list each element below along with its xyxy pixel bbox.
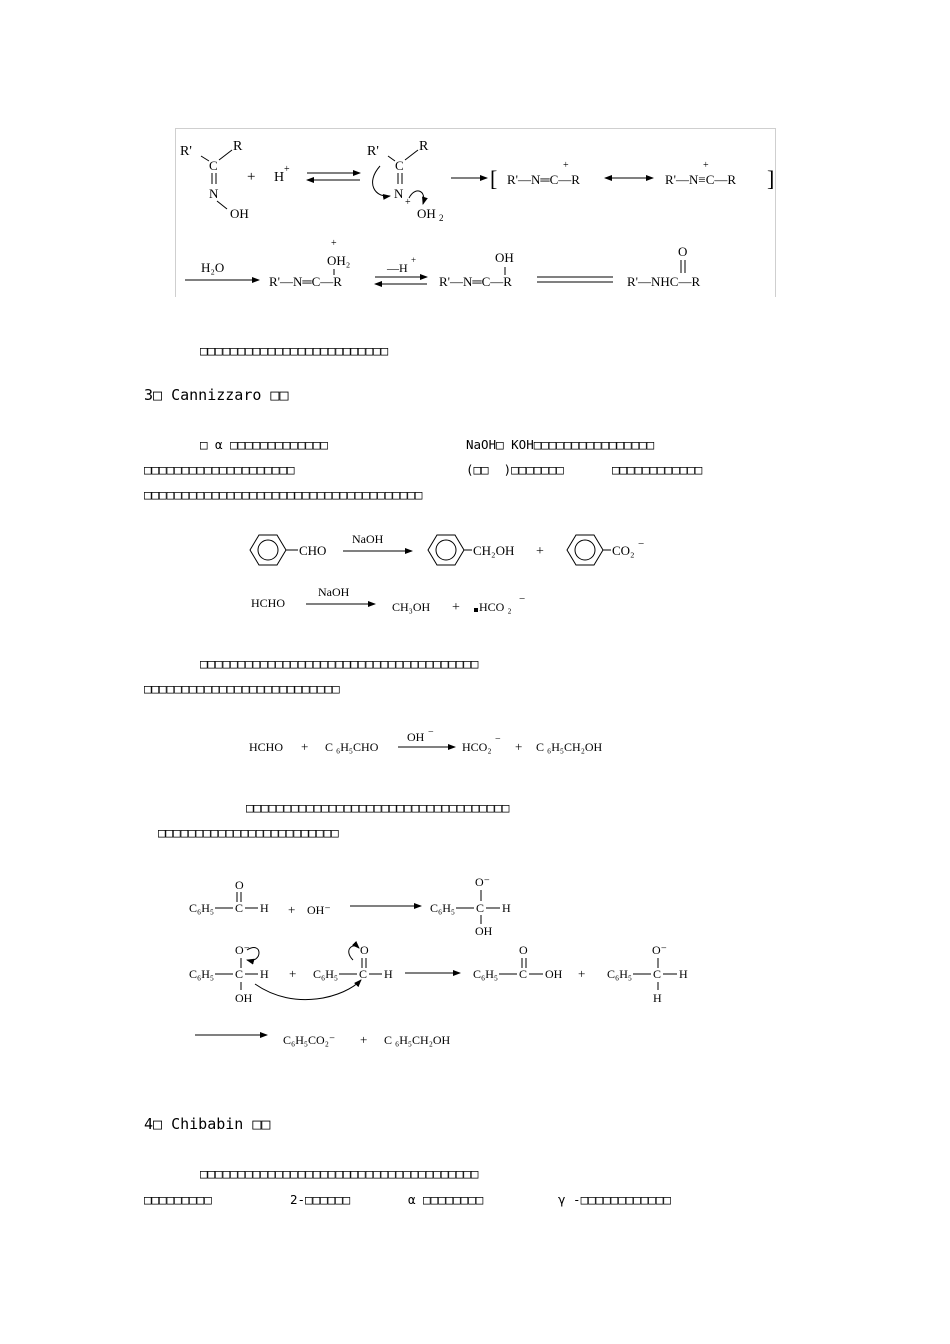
- p1-line3: □□□□□□□□□□□□□□□□□□□□□□□□□□□□□□□□□□□□□: [144, 487, 423, 502]
- donor-oh: OH: [235, 991, 253, 1005]
- protonated-r-prime: R': [367, 144, 379, 159]
- benzene-ring-icon: [567, 535, 603, 565]
- p1-line2-b: (□□ )□□□□□□□: [466, 462, 564, 477]
- nitrilium-form-b: R'—N≡C—R: [665, 172, 737, 187]
- hydride-transfer-arrow: [255, 980, 361, 1000]
- alkoxide-phenyl: C₆H₅: [607, 967, 633, 981]
- p1-line2-a: □□□□□□□□□□□□□□□□□□□□: [144, 462, 295, 477]
- iminol: R'—N═C—R: [439, 274, 512, 289]
- plus-sign: +: [247, 169, 256, 185]
- acid-phenyl: C₆H₅: [473, 967, 499, 981]
- formate-charge: −: [495, 734, 501, 745]
- crossed-cannizzaro-equation: [245, 725, 625, 761]
- tetrahedral-phenyl: C₆H₅: [430, 901, 456, 915]
- alkoxide-o-minus: O⁻: [652, 943, 667, 957]
- bracket-close: ]: [767, 166, 775, 191]
- benzyl-alcohol: C ₆H₅CH₂OH: [536, 740, 603, 754]
- tetrahedral-oh: OH: [475, 924, 493, 938]
- oxime-c: C: [209, 158, 218, 173]
- iminol-oh: OH: [495, 250, 514, 265]
- benzoate-charge: −: [638, 538, 645, 550]
- donor-phenyl: C₆H₅: [189, 967, 215, 981]
- hydroxide: OH⁻: [307, 903, 331, 917]
- tetrahedral-h: H: [502, 901, 511, 915]
- oxime-r: R: [233, 139, 243, 154]
- beckmann-note: □□□□□□□□□□□□□□□□□□□□□□□□□: [200, 343, 389, 358]
- benzene-ring-icon: [428, 535, 464, 565]
- plus-sign: +: [289, 966, 297, 981]
- acceptor-c: C: [359, 967, 368, 981]
- iminol-oh2-charge: +: [331, 238, 337, 249]
- water-reagent: H₂O: [201, 260, 225, 275]
- protonated-oh2-sub: 2: [439, 213, 444, 223]
- acid-c: C: [519, 967, 528, 981]
- oxime-n: N: [209, 186, 219, 201]
- protonated-iminol: R'—N═C—R: [269, 274, 342, 289]
- alkoxide-h: H: [679, 967, 688, 981]
- plus-sign: +: [360, 1032, 368, 1047]
- beckmann-mechanism-scheme: [175, 128, 775, 298]
- benzene-ring-icon: [250, 535, 286, 565]
- acid-o: O: [519, 943, 528, 957]
- migration-curved-arrow: [373, 166, 390, 196]
- p2-line2: □□□□□□□□□□□□□□□□□□□□□□□□□□: [144, 681, 340, 696]
- p4-line2-b: 2-□□□□□□: [290, 1192, 351, 1207]
- alkoxide-bottom-h: H: [653, 991, 662, 1005]
- hydroxide-charge: −: [428, 727, 434, 738]
- plus-sign: +: [578, 966, 586, 981]
- p3-line2: □□□□□□□□□□□□□□□□□□□□□□□□: [158, 825, 339, 840]
- oxime-r-prime: R': [180, 144, 192, 159]
- aldehyde-o: O: [235, 878, 244, 892]
- protonated-charge: +: [405, 197, 411, 208]
- p1-line1-b: NaOH□ KOH□□□□□□□□□□□□□□□□: [466, 437, 655, 452]
- donor-c: C: [235, 967, 244, 981]
- naoh-label-1: NaOH: [352, 532, 384, 546]
- formate: HCO₂: [462, 740, 492, 754]
- alkoxide-c: C: [653, 967, 662, 981]
- naoh-label-2: NaOH: [318, 585, 350, 599]
- p4-line1: □□□□□□□□□□□□□□□□□□□□□□□□□□□□□□□□□□□□□: [200, 1166, 479, 1181]
- plus-sign: +: [288, 902, 296, 917]
- aldehyde-c: C: [235, 901, 244, 915]
- formaldehyde: HCHO: [251, 596, 286, 610]
- tetrahedral-o-minus: O⁻: [475, 875, 490, 889]
- proton: H: [274, 170, 285, 185]
- aldehyde-phenyl: C₆H₅: [189, 901, 215, 915]
- proton-charge: +: [284, 164, 290, 175]
- acceptor-phenyl: C₆H₅: [313, 967, 339, 981]
- hydroxide-label: OH: [407, 730, 425, 744]
- formate-charge: −: [519, 593, 526, 605]
- protonated-r: R: [419, 139, 429, 154]
- donor-h: H: [260, 967, 269, 981]
- benzyl-alcohol-ch2oh: CH₂OH: [473, 543, 515, 558]
- leaving-curved-arrow: [409, 191, 424, 204]
- benzoate-co2: CO₂: [612, 543, 635, 558]
- amide-product: R'—NHC—R: [627, 274, 701, 289]
- methanol: CH₃OH: [392, 600, 431, 614]
- formate: HCO ₂: [479, 600, 512, 614]
- cannizzaro-equations: [240, 525, 660, 625]
- oxime-oh: OH: [230, 206, 249, 221]
- deprotonation-charge: +: [411, 255, 417, 265]
- amide-o: O: [678, 244, 688, 259]
- protonated-n: N: [394, 186, 404, 201]
- deprotonation-label: —H: [387, 261, 408, 275]
- cannizzaro-mechanism: [185, 872, 705, 1052]
- tetrahedral-c: C: [476, 901, 485, 915]
- nitrilium-form-a: R'—N═C—R: [507, 172, 580, 187]
- bracket-open: [: [490, 166, 498, 191]
- protonated-c: C: [395, 158, 404, 173]
- aldehyde-h: H: [260, 901, 269, 915]
- p4-line2-d: γ -□□□□□□□□□□□□: [558, 1192, 671, 1207]
- nitrilium-a-charge: +: [563, 160, 569, 171]
- plus-sign: +: [301, 739, 309, 754]
- benzaldehyde: C ₆H₅CHO: [325, 740, 379, 754]
- acceptor-o: O: [360, 943, 369, 957]
- p4-line2-a: □□□□□□□□□: [144, 1192, 212, 1207]
- p2-line1: □□□□□□□□□□□□□□□□□□□□□□□□□□□□□□□□□□□□□: [200, 656, 479, 671]
- p1-line1-a: □ α □□□□□□□□□□□□□: [200, 437, 328, 452]
- plus-sign: +: [452, 600, 460, 615]
- square-marker-icon: [474, 608, 478, 612]
- p4-line2-c: α □□□□□□□□: [408, 1192, 484, 1207]
- section-3-title: 3□ Cannizzaro □□: [144, 386, 289, 404]
- nitrilium-b-charge: +: [703, 160, 709, 171]
- section-4-title: 4□ Chibabin □□: [144, 1115, 271, 1133]
- iminol-oh2: OH₂: [327, 253, 351, 268]
- formaldehyde: HCHO: [249, 740, 284, 754]
- benzoate-product: C₆H₅CO₂⁻: [283, 1033, 336, 1047]
- acid-oh: OH: [545, 967, 563, 981]
- benzaldehyde-cho: CHO: [299, 543, 327, 558]
- p1-line2-c: □□□□□□□□□□□□: [612, 462, 703, 477]
- plus-sign: +: [536, 544, 544, 559]
- donor-o-minus: O⁻: [235, 943, 250, 957]
- plus-sign: +: [515, 739, 523, 754]
- benzyl-alcohol-product: C ₆H₅CH₂OH: [384, 1033, 451, 1047]
- protonated-oh2: OH: [417, 206, 436, 221]
- p3-line1: □□□□□□□□□□□□□□□□□□□□□□□□□□□□□□□□□□□: [246, 800, 510, 815]
- acceptor-h: H: [384, 967, 393, 981]
